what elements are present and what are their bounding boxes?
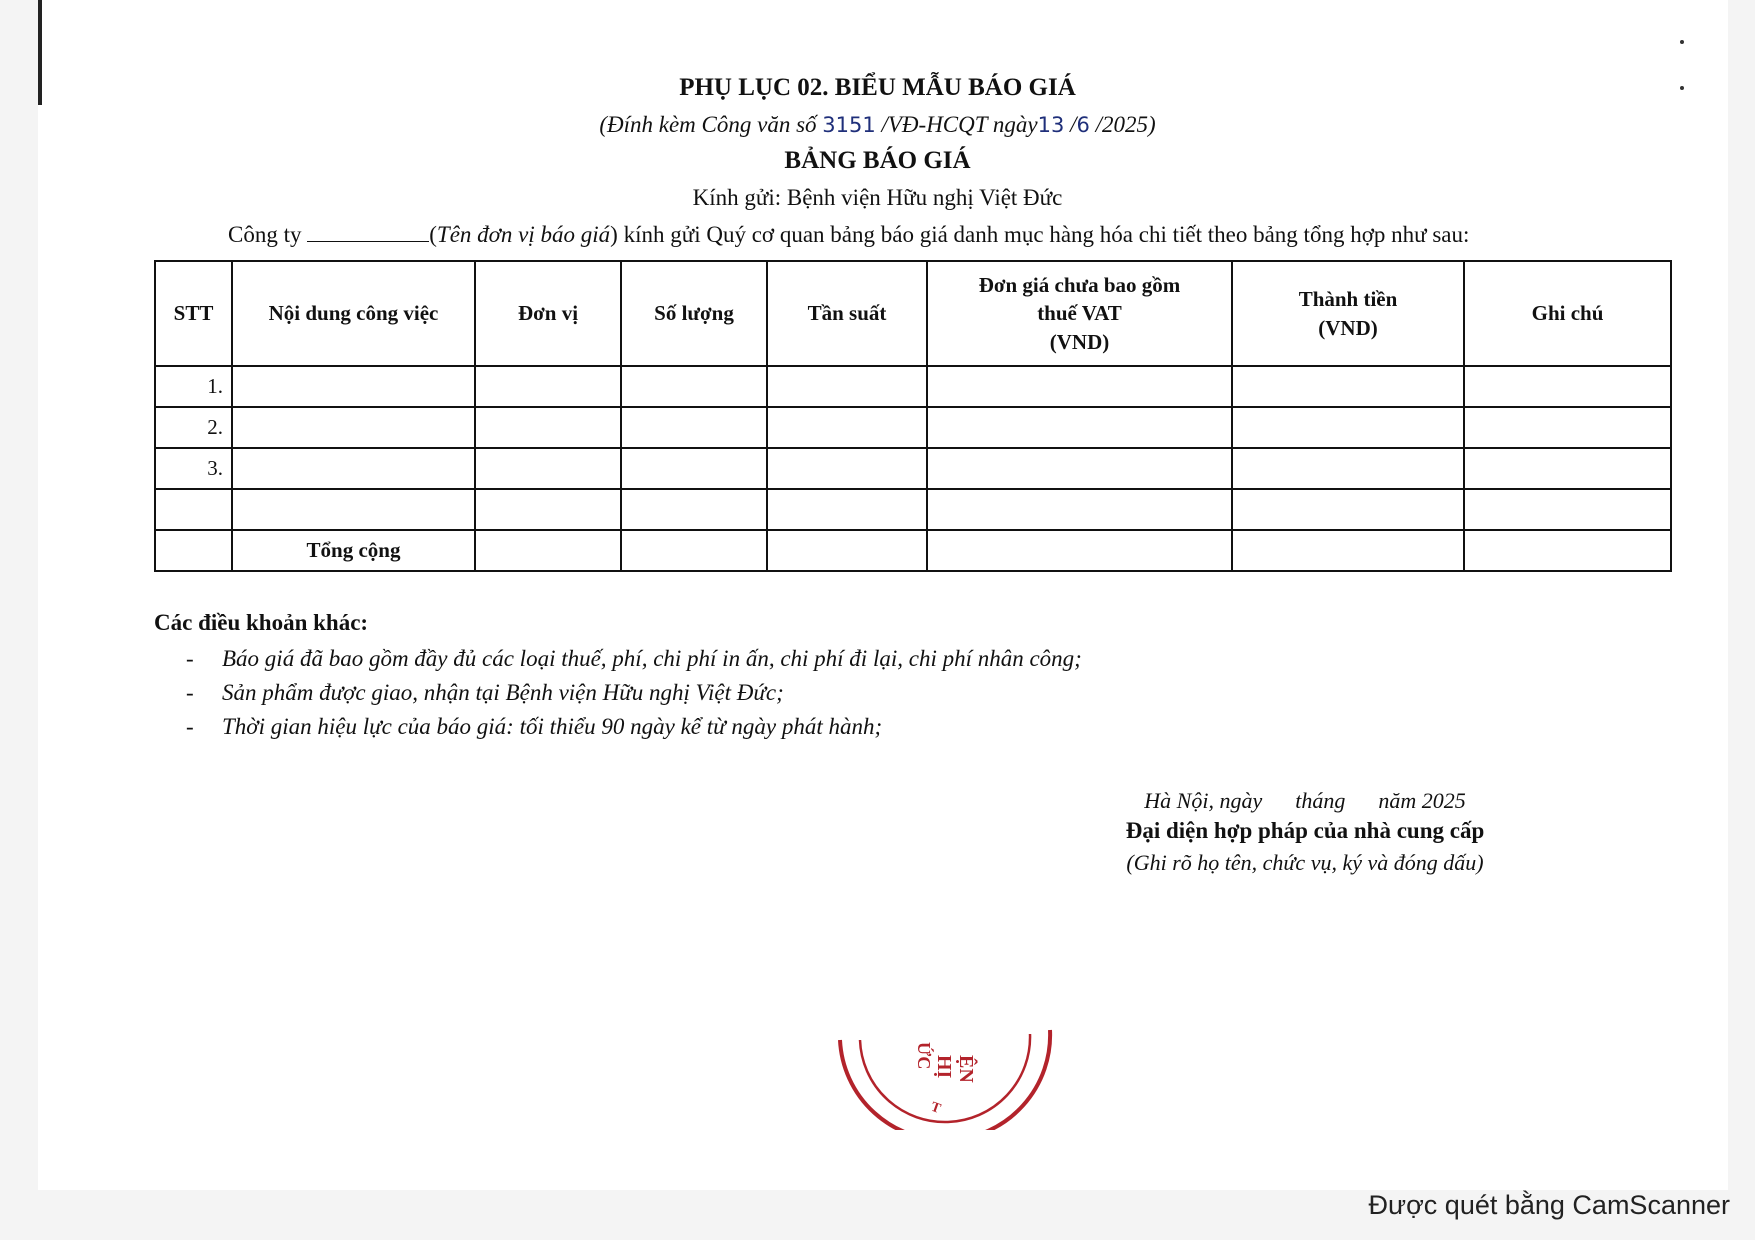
column-header bbox=[475, 261, 621, 366]
empty-cell bbox=[927, 366, 1232, 407]
empty-cell bbox=[1464, 489, 1671, 530]
document-subtitle bbox=[0, 112, 1755, 138]
empty-cell bbox=[1232, 489, 1464, 530]
column-header-line: STT bbox=[173, 301, 214, 326]
intro-suffix: kính gửi Quý cơ quan bảng báo giá danh mục hàng hóa chi tiết theo bảng tổng hợp như sau: bbox=[623, 222, 1470, 247]
stamp-fragment: ỨC bbox=[914, 1042, 934, 1070]
empty-cell bbox=[621, 407, 767, 448]
column-header bbox=[1464, 261, 1671, 366]
column-header-line: Đơn vị bbox=[517, 301, 579, 326]
terms-heading: Các điều khoản khác: bbox=[154, 610, 369, 635]
empty-cell bbox=[621, 448, 767, 489]
column-header-line: Số lượng bbox=[654, 301, 734, 326]
column-header-line: (VND) bbox=[1049, 329, 1110, 354]
column-header-line: Nội dung công việc bbox=[268, 301, 439, 326]
column-header-line: Thành tiền bbox=[1298, 287, 1398, 312]
camscanner-watermark: Được quét bằng CamScanner bbox=[1368, 1190, 1730, 1220]
bullet-dash: - bbox=[186, 680, 194, 705]
empty-cell bbox=[475, 448, 621, 489]
empty-cell bbox=[475, 366, 621, 407]
empty-cell bbox=[767, 407, 927, 448]
table-body bbox=[155, 366, 1671, 571]
subtitle-separator: / bbox=[1070, 112, 1077, 137]
column-header-line: thuế VAT bbox=[1037, 301, 1122, 326]
quote-table-title: BẢNG BÁO GIÁ bbox=[784, 147, 971, 174]
signature-title: Đại diện hợp pháp của nhà cung cấp bbox=[1125, 818, 1485, 843]
column-header-line: Đơn giá chưa bao gồm bbox=[978, 272, 1181, 297]
column-header bbox=[1232, 261, 1464, 366]
bullet-dash: - bbox=[186, 646, 194, 671]
empty-cell bbox=[232, 448, 475, 489]
term-text: Sản phẩm được giao, nhận tại Bệnh viện Hữu nghị Việt Đức; bbox=[222, 680, 784, 705]
handwritten-day: 13 bbox=[1037, 113, 1065, 137]
empty-cell bbox=[927, 489, 1232, 530]
table-row bbox=[155, 407, 1671, 448]
subtitle-suffix: /2025) bbox=[1095, 112, 1156, 137]
recipient-line: Kính gửi: Bệnh viện Hữu nghị Việt Đức bbox=[692, 185, 1063, 210]
terms-list bbox=[186, 646, 1082, 748]
column-header-line: Ghi chú bbox=[1531, 301, 1604, 326]
signature-note: (Ghi rõ họ tên, chức vụ, ký và đóng dấu) bbox=[1126, 850, 1484, 875]
empty-cell bbox=[232, 366, 475, 407]
term-text: Báo giá đã bao gồm đầy đủ các loại thuế, phí, chi phí in ấn, chi phí đi lại, chi phí nhân công; bbox=[222, 646, 1082, 671]
company-name-blank bbox=[307, 223, 429, 242]
quote-table bbox=[154, 260, 1672, 572]
column-header bbox=[155, 261, 232, 366]
stamp-fragment: HỊ bbox=[933, 1055, 955, 1079]
intro-paragraph: Công ty (Tên đơn vị báo giá) kính gửi Quý cơ quan bảng báo giá danh mục hàng hóa chi tiết theo bảng tổng hợp như sau: bbox=[228, 222, 1470, 247]
empty-cell bbox=[1464, 407, 1671, 448]
row-number-cell bbox=[155, 489, 232, 530]
scan-speck bbox=[1680, 40, 1684, 44]
column-header bbox=[232, 261, 475, 366]
term-item bbox=[186, 714, 1082, 748]
empty-cell bbox=[621, 530, 767, 571]
empty-cell bbox=[927, 530, 1232, 571]
table-row bbox=[155, 448, 1671, 489]
total-row bbox=[155, 530, 1671, 571]
empty-cell bbox=[475, 530, 621, 571]
subtitle-prefix: (Đính kèm Công văn số bbox=[599, 112, 817, 137]
red-seal-stamp bbox=[830, 1010, 1060, 1130]
bullet-dash: - bbox=[186, 714, 194, 739]
stamp-fragment: T bbox=[928, 1099, 943, 1117]
empty-cell bbox=[1232, 530, 1464, 571]
empty-cell bbox=[475, 407, 621, 448]
company-name-placeholder: Tên đơn vị báo giá bbox=[436, 222, 611, 247]
row-number-cell: 1. bbox=[155, 366, 232, 407]
column-header-line: (VND) bbox=[1318, 315, 1378, 340]
empty-cell bbox=[1464, 366, 1671, 407]
empty-cell bbox=[767, 366, 927, 407]
empty-cell bbox=[1232, 366, 1464, 407]
empty-cell bbox=[767, 489, 927, 530]
row-number-cell: 3. bbox=[155, 448, 232, 489]
empty-cell bbox=[927, 448, 1232, 489]
subtitle-middle: /VĐ-HCQT ngày bbox=[881, 112, 1038, 137]
column-header bbox=[621, 261, 767, 366]
handwritten-doc-number: 3151 bbox=[822, 113, 876, 137]
term-item bbox=[186, 680, 1082, 714]
handwritten-month: 6 bbox=[1076, 113, 1090, 137]
table-row bbox=[155, 489, 1671, 530]
empty-cell bbox=[1464, 530, 1671, 571]
row-number-cell: 2. bbox=[155, 407, 232, 448]
term-item bbox=[186, 646, 1082, 680]
empty-cell bbox=[621, 489, 767, 530]
empty-cell bbox=[232, 489, 475, 530]
empty-cell bbox=[155, 530, 232, 571]
empty-cell bbox=[1232, 448, 1464, 489]
empty-cell bbox=[232, 407, 475, 448]
empty-cell bbox=[767, 530, 927, 571]
column-header bbox=[767, 261, 927, 366]
document-title: PHỤ LỤC 02. BIỂU MẪU BÁO GIÁ bbox=[679, 74, 1076, 101]
stamp-fragment: ỆN bbox=[955, 1055, 977, 1083]
empty-cell bbox=[767, 448, 927, 489]
total-label: Tổng cộng bbox=[232, 530, 475, 571]
empty-cell bbox=[1232, 407, 1464, 448]
term-text: Thời gian hiệu lực của báo giá: tối thiểu 90 ngày kể từ ngày phát hành; bbox=[222, 714, 883, 739]
column-header bbox=[927, 261, 1232, 366]
empty-cell bbox=[927, 407, 1232, 448]
column-header-line: Tần suất bbox=[807, 301, 887, 326]
empty-cell bbox=[621, 366, 767, 407]
empty-cell bbox=[475, 489, 621, 530]
intro-prefix: Công ty bbox=[228, 222, 302, 247]
empty-cell bbox=[1464, 448, 1671, 489]
signature-date-line: Hà Nội, ngày tháng năm 2025 bbox=[1144, 788, 1466, 813]
table-header-row bbox=[155, 261, 1671, 366]
table-row bbox=[155, 366, 1671, 407]
